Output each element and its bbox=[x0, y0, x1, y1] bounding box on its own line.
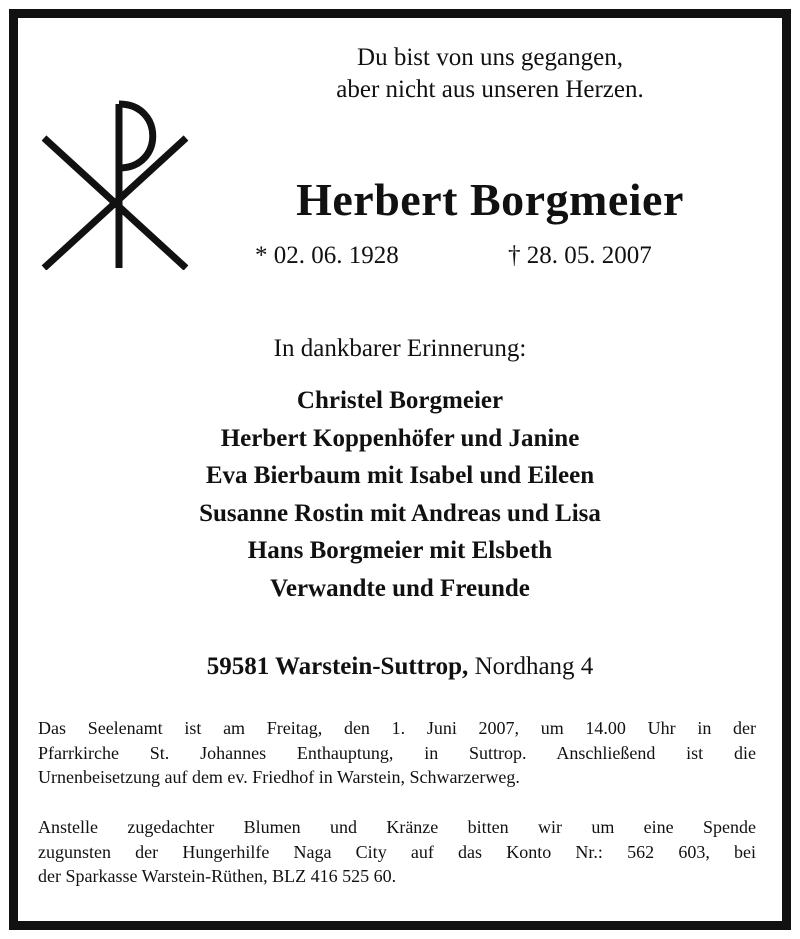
deceased-name: Herbert Borgmeier bbox=[296, 174, 684, 225]
service-notice-line: Urnenbeisetzung auf dem ev. Friedhof in Warstein, Schwarzerweg. bbox=[38, 767, 520, 787]
rho-loop bbox=[119, 104, 153, 168]
chi-rho-icon bbox=[34, 90, 204, 270]
mourner-item: Herbert Koppenhöfer und Janine bbox=[220, 424, 580, 452]
donation-notice-line: der Sparkasse Warstein-Rüthen, BLZ 416 525 60. bbox=[38, 866, 397, 886]
mourner-item: Eva Bierbaum mit Isabel und Eileen bbox=[205, 462, 595, 489]
mourners-list bbox=[60, 382, 740, 607]
service-notice-line: Das Seelenamt ist am Freitag, den 1. Juni 2007, um 14.00 Uhr in der bbox=[38, 718, 756, 738]
birth-date: * 02. 06. 1928 bbox=[255, 242, 399, 269]
mourner-item: Christel Borgmeier bbox=[296, 387, 504, 414]
service-notice-line: Pfarrkirche St. Johannes Enthauptung, in Suttrop. Anschließend ist die bbox=[38, 742, 756, 763]
donation-notice-line: zugunsten der Hungerhilfe Naga City auf das Konto Nr.: 562 603, bei bbox=[38, 841, 756, 862]
quote-line-2: aber nicht aus unseren Herzen. bbox=[336, 76, 644, 103]
service-notice bbox=[38, 716, 756, 790]
address bbox=[60, 651, 740, 683]
address-street: Nordhang 4 bbox=[474, 653, 594, 680]
memory-line: In dankbarer Erinnerung: bbox=[273, 335, 527, 362]
mourner-item: Hans Borgmeier mit Elsbeth bbox=[247, 537, 553, 564]
donation-notice-line: Anstelle zugedachter Blumen und Kränze bitten wir um eine Spende bbox=[38, 817, 756, 837]
mourner-item: Susanne Rostin mit Andreas und Lisa bbox=[199, 499, 601, 527]
donation-notice bbox=[38, 815, 756, 889]
quote-line-1: Du bist von uns gegangen, bbox=[357, 44, 623, 71]
mourner-item: Verwandte und Freunde bbox=[270, 574, 530, 602]
death-date: † 28. 05. 2007 bbox=[508, 242, 652, 269]
address-city: 59581 Warstein-Suttrop, bbox=[206, 653, 469, 680]
